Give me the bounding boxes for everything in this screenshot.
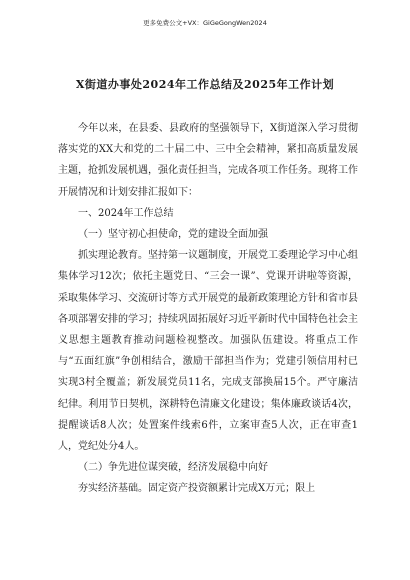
subsection-heading: （二）争先进位谋突破，经济发展稳中向好 [78, 462, 268, 474]
subsection-heading: （一）坚守初心担使命，党的建设全面加强 [78, 229, 268, 241]
header-note: 更多免费公文+VX：GiGeGongWen2024 [143, 19, 267, 27]
body-paragraph: 抓实理论教育。坚持第一议题制度，开展党工委理论学习中心组集体学习12次；依托主题党日、“三会一课”、党课开讲啦等资源，采取集体学习、交流研讨等方式开展党的最新政策理论方针和省市县各项部署安排的学习；持续巩固拓展好习近平新时代中国特色社会主义思想主题教育推动问题检视整改。加强队伍建设。将重点工作与“五面红旗”争创相结合，激励干部担当作为；党建引领信用村已实现3村全覆盖；新发展党员11名，完成支部换届15个。严守廉洁纪律。利用节日契机，深耕特色清廉文化建设；集体廉政谈话4次，提醒谈话8人次；处置案件线索6件，立案审查5人次，正在审查1人，党纪处分4人。 [58, 250, 358, 453]
intro-paragraph: 今年以来，在县委、县政府的坚强领导下，X街道深入学习贯彻落实党的XX大和党的二十届二中、三中全会精神，紧扣高质量发展主题，抢抓发展机遇，强化责任担当，完成各项工作任务。现将工作开展情况和计划安排汇报如下： [58, 123, 358, 198]
document-body [58, 118, 358, 499]
section-heading: 一、2024年工作总结 [78, 207, 174, 219]
body-paragraph: 夯实经济基础。固定资产投资额累计完成X万元；限上 [78, 483, 316, 495]
document-title: X街道办事处2024年工作总结及2025年工作计划 [75, 78, 335, 91]
